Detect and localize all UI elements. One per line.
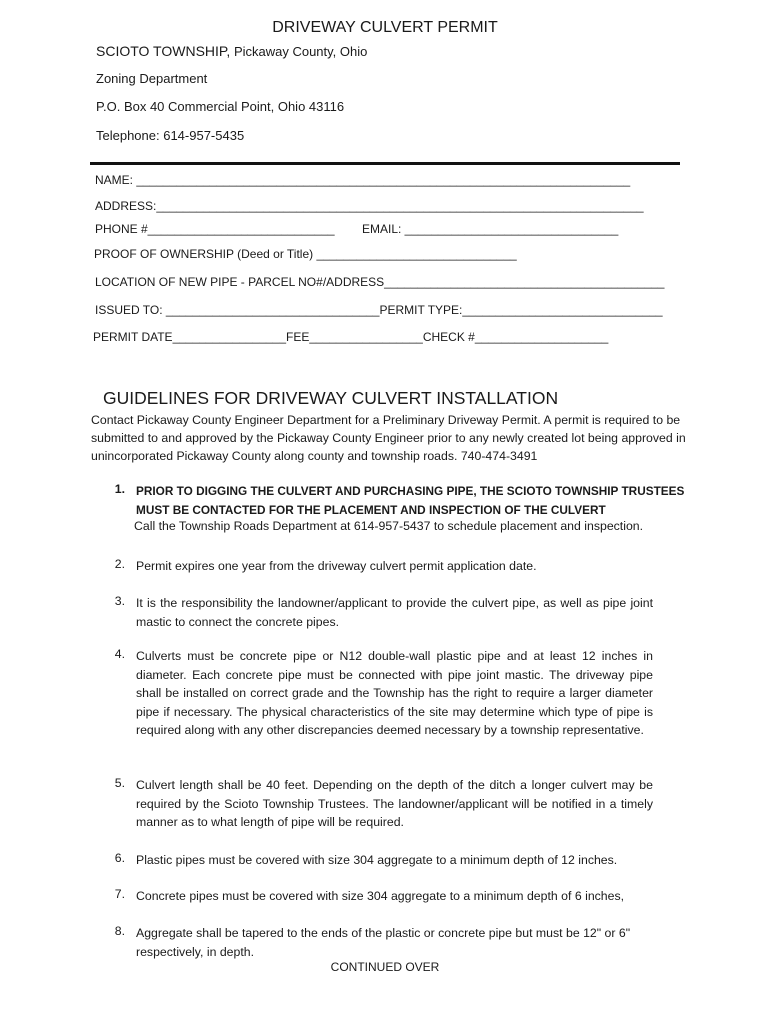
location-field[interactable]: LOCATION OF NEW PIPE - PARCEL NO#/ADDRESS__________________________________________ <box>95 275 665 289</box>
ownership-field[interactable]: PROOF OF OWNERSHIP (Deed or Title) ______________________________ <box>94 247 517 261</box>
name-field[interactable]: NAME: __________________________________________________________________________ <box>95 173 631 187</box>
guideline-item-6: Plastic pipes must be covered with size 304 aggregate to a minimum depth of 12 inches. <box>136 853 618 867</box>
township-name: SCIOTO TOWNSHIP, <box>96 43 231 59</box>
item-number: 7. <box>114 887 125 901</box>
item-number: 5. <box>114 776 125 790</box>
telephone: Telephone: 614-957-5435 <box>96 128 245 143</box>
address-field[interactable]: ADDRESS:_________________________________________________________________________ <box>95 199 644 213</box>
guideline-item-8: Aggregate shall be tapered to the ends of the plastic or concrete pipe but must be 12" or 6" respectively, in depth. <box>136 926 631 959</box>
township-line <box>96 43 367 59</box>
guideline-item-1: PRIOR TO DIGGING THE CULVERT AND PURCHASING PIPE, THE SCIOTO TOWNSHIP TRUSTEES MUST BE CONTACTED FOR THE PLACEMENT AND INSPECTION OF THE CULVERT <box>136 484 685 517</box>
item-number: 2. <box>114 557 125 571</box>
item-number: 6. <box>114 851 125 865</box>
page-title: DRIVEWAY CULVERT PERMIT <box>272 19 498 36</box>
permit-date-fee-check-field[interactable]: PERMIT DATE_________________FEE_________________CHECK #____________________ <box>93 330 609 344</box>
item-number: 1. <box>114 482 125 496</box>
item-number: 8. <box>114 924 125 938</box>
guideline-item-3: It is the responsibility the landowner/applicant to provide the culvert pipe, as well as pipe joint mastic to connect the concrete pipes. <box>136 596 653 629</box>
guidelines-intro: Contact Pickaway County Engineer Department for a Preliminary Driveway Permit. A permit is required to be submitted to and approved by the Pickaway County Engineer prior to any newly created lot being approved in unincorporated Pickaway County along county and township roads. 740-474-3491 <box>91 413 686 463</box>
county-name: Pickaway County, Ohio <box>230 44 368 59</box>
email-field[interactable]: EMAIL: ________________________________ <box>362 222 619 236</box>
guidelines-heading: GUIDELINES FOR DRIVEWAY CULVERT INSTALLATION <box>103 388 559 408</box>
issued-permit-type-field[interactable]: ISSUED TO: ________________________________PERMIT TYPE:______________________________ <box>95 303 663 317</box>
header-divider <box>90 162 680 165</box>
guideline-item-5: Culvert length shall be 40 feet. Depending on the depth of the ditch a longer culvert may be required by the Scioto Township Trustees. The landowner/applicant will be notified in a timely manner as to what length of pipe will be required. <box>136 778 653 829</box>
continued-over-note: CONTINUED OVER <box>330 960 440 974</box>
item-number: 3. <box>114 594 125 608</box>
guideline-item-2: Permit expires one year from the driveway culvert permit application date. <box>136 559 537 573</box>
guideline-item-4: Culverts must be concrete pipe or N12 double-wall plastic pipe and at least 12 inches in diameter. Each concrete pipe must be connected with pipe joint mastic. The driveway pipe shall be installed on correct grade and the Township has the right to require a larger diameter pipe if necessary. The physical characteristics of the site may determine which type of pipe is required along with any other discrepancies deemed necessary by a township representative. <box>136 649 653 737</box>
phone-field[interactable]: PHONE #____________________________ <box>95 222 335 236</box>
guideline-item-1-sub: Call the Township Roads Department at 614-957-5437 to schedule placement and inspection. <box>134 519 644 533</box>
guideline-item-7: Concrete pipes must be covered with size 304 aggregate to a minimum depth of 6 inches, <box>136 889 625 903</box>
mailing-address: P.O. Box 40 Commercial Point, Ohio 43116 <box>96 99 345 114</box>
department: Zoning Department <box>96 71 208 86</box>
item-number: 4. <box>114 647 125 661</box>
